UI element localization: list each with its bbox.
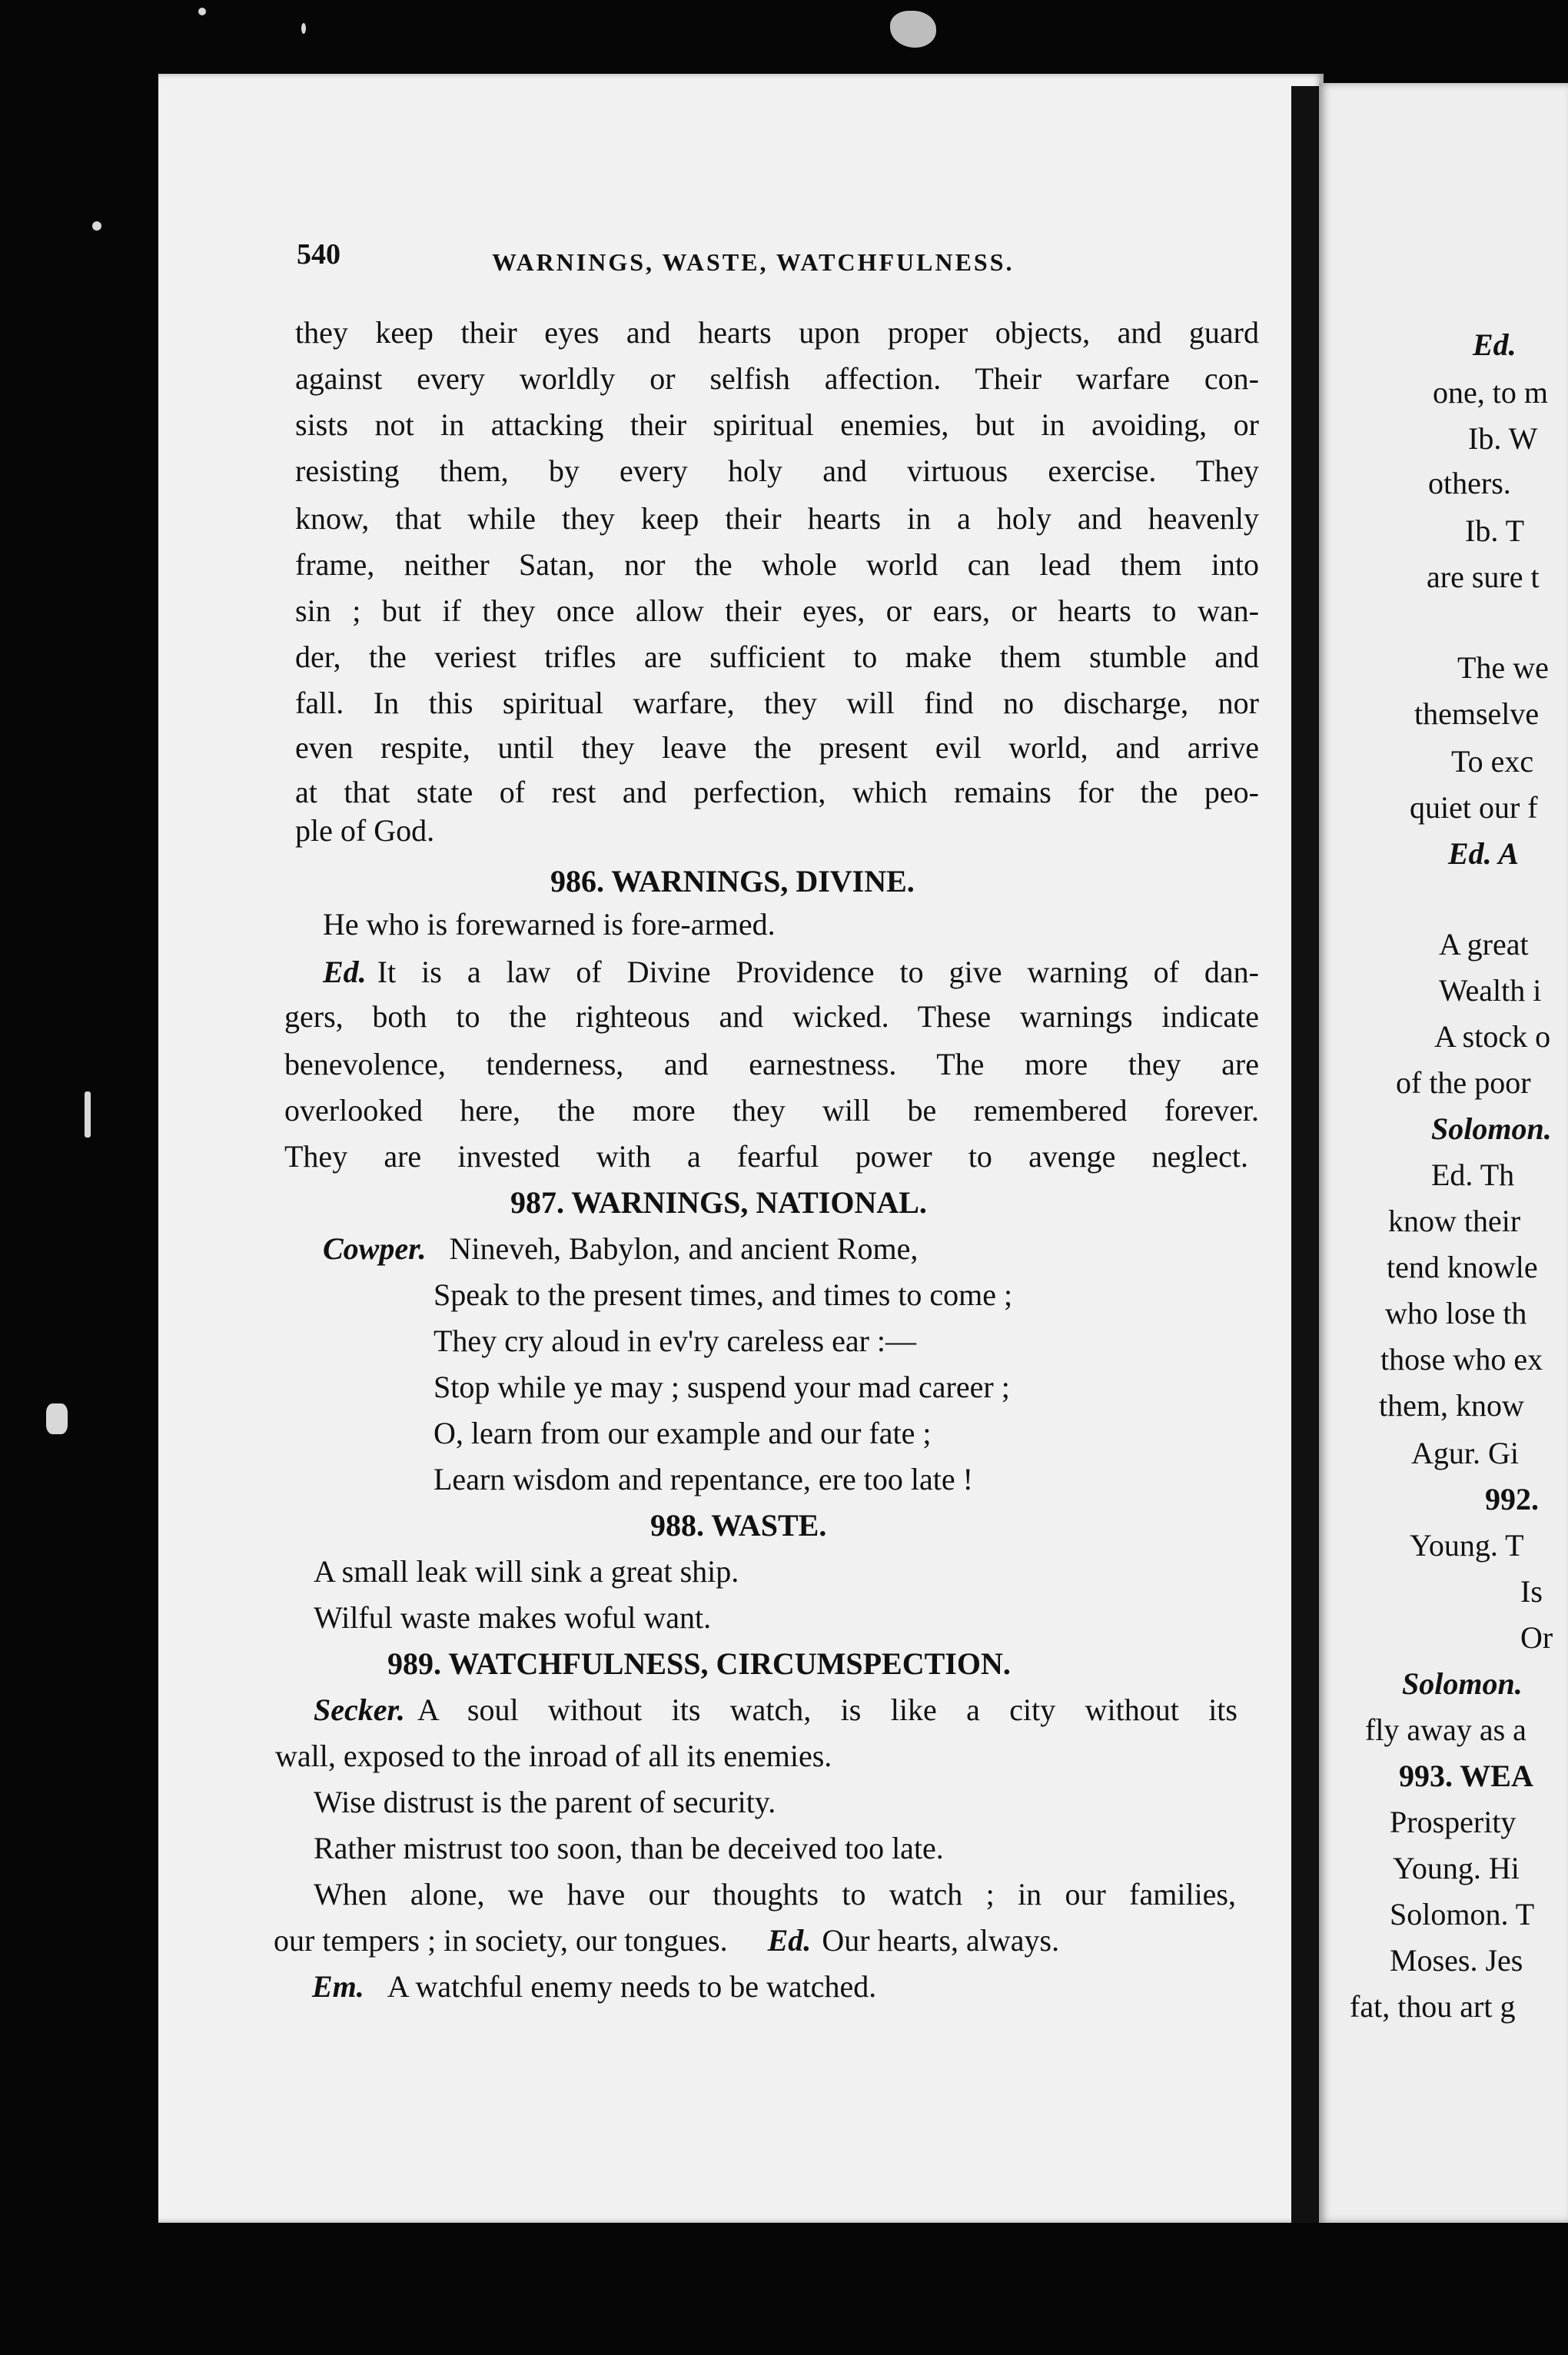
section-heading: 989. WATCHFULNESS, CIRCUMSPECTION. (387, 1646, 1011, 1681)
author-label: Ed. (767, 1923, 812, 1958)
text-line: overlooked here, the more they will be remembered forever. (284, 1093, 1259, 1128)
fragment-line: know their (1388, 1204, 1521, 1238)
author-label: Em. (312, 1969, 364, 2004)
fragment-line: Young. T (1410, 1528, 1524, 1563)
fragment-line: one, to m (1433, 375, 1548, 410)
section-heading: 987. WARNINGS, NATIONAL. (510, 1185, 927, 1220)
fragment-line: tend knowle (1387, 1250, 1538, 1284)
verse-line: O, learn from our example and our fate ; (434, 1416, 932, 1450)
intro-line: ple of God. (295, 813, 435, 848)
quote-text: A soul without its watch, is like a city without its (417, 1692, 1237, 1727)
fragment-line: A stock o (1434, 1019, 1551, 1054)
intro-line: resisting them, by every holy and virtuous exercise. They (295, 453, 1259, 488)
quote-line (314, 1692, 1237, 1728)
intro-line: know, that while they keep their hearts in a holy and heavenly (295, 501, 1259, 536)
text-line (274, 1923, 1233, 1958)
proverb-line: Wilful waste makes woful want. (314, 1600, 712, 1635)
proverb-line: Rather mistrust too soon, than be deceived too late. (314, 1831, 944, 1865)
intro-line: at that state of rest and perfection, which remains for the peo- (295, 775, 1259, 809)
intro-line: der, the veriest trifles are sufficient to make them stumble and (295, 639, 1259, 674)
fragment-line: who lose th (1385, 1296, 1527, 1330)
intro-line: against every worldly or selfish affection. Their warfare con- (295, 361, 1259, 396)
fragment-line: Prosperity (1390, 1805, 1517, 1839)
running-head: WARNINGS, WASTE, WATCHFULNESS. (492, 248, 1015, 276)
fragment-line: Ib. T (1465, 513, 1525, 548)
intro-line: even respite, until they leave the present evil world, and arrive (295, 730, 1259, 765)
text-segment: our tempers ; in society, our tongues. (274, 1923, 728, 1958)
intro-line: sin ; but if they once allow their eyes, or ears, or hearts to wan- (295, 593, 1259, 628)
fragment-line: Agur. Gi (1411, 1436, 1519, 1470)
fragment-line: Ib. W (1468, 421, 1538, 456)
verse-text: Nineveh, Babylon, and ancient Rome, (449, 1231, 919, 1266)
ed-line (323, 955, 1259, 990)
fragment-line: are sure t (1427, 560, 1540, 594)
text-line: gers, both to the righteous and wicked. These warnings indicate (284, 999, 1259, 1034)
intro-line: frame, neither Satan, nor the whole world can lead them into (295, 547, 1259, 582)
fragment-line: Ed. Th (1431, 1158, 1515, 1192)
author-label: Cowper. (323, 1231, 427, 1266)
section-heading: 986. WARNINGS, DIVINE. (550, 864, 915, 898)
fragment-line: those who ex (1380, 1342, 1543, 1377)
text-line: benevolence, tenderness, and earnestness. The more they are (284, 1047, 1259, 1081)
fragment-line: Ed. A (1448, 836, 1519, 871)
page-number: 540 (297, 238, 341, 271)
intro-line: sists not in attacking their spiritual enemies, but in avoiding, or (295, 407, 1259, 442)
fragment-line: To exc (1451, 744, 1534, 779)
fragment-line: Wealth i (1439, 973, 1542, 1008)
fragment-line: 992. (1485, 1482, 1539, 1516)
fragment-line: them, know (1379, 1388, 1524, 1423)
fragment-line: quiet our f (1410, 790, 1538, 825)
text-segment: Our hearts, always. (822, 1923, 1060, 1958)
fragment-line: Solomon. (1402, 1666, 1523, 1701)
proverb-line: When alone, we have our thoughts to watch ; in our families, (314, 1877, 1236, 1912)
quote-text: It is a law of Divine Providence to give warning of dan- (377, 955, 1259, 989)
quote-line (312, 1969, 876, 2005)
fragment-line: Young. Hi (1393, 1851, 1520, 1885)
fragment-line: Moses. Jes (1390, 1943, 1523, 1978)
fragment-line: A great (1439, 927, 1529, 962)
quote-text: A watchful enemy needs to be watched. (387, 1969, 877, 2004)
fragment-line: others. (1428, 466, 1511, 500)
verse-line: They cry aloud in ev'ry careless ear :— (434, 1324, 917, 1358)
fragment-line: fly away as a (1365, 1712, 1526, 1747)
verse-line (323, 1231, 918, 1267)
fragment-line: 993. WEA (1399, 1759, 1533, 1793)
text-line: wall, exposed to the inroad of all its enemies. (275, 1739, 832, 1773)
fragment-line: fat, thou art g (1350, 1989, 1516, 2024)
verse-line: Stop while ye may ; suspend your mad career ; (434, 1370, 1010, 1404)
fragment-line: Solomon. (1431, 1111, 1552, 1146)
author-label: Ed. (323, 955, 367, 989)
intro-line: they keep their eyes and hearts upon proper objects, and guard (295, 315, 1259, 350)
section-heading: 988. WASTE. (650, 1508, 827, 1543)
text-line: They are invested with a fearful power to avenge neglect. (284, 1139, 1248, 1174)
fragment-line: The we (1457, 650, 1549, 685)
proverb-line: Wise distrust is the parent of security. (314, 1785, 776, 1819)
fragment-line: themselve (1414, 696, 1540, 731)
fragment-line: of the poor (1396, 1065, 1531, 1100)
author-label: Secker. (314, 1692, 405, 1727)
right-page-text (1319, 83, 1568, 2223)
verse-line: Speak to the present times, and times to come ; (434, 1277, 1013, 1312)
fragment-line: Is (1520, 1574, 1543, 1609)
fragment-line: Or (1520, 1620, 1553, 1655)
verse-line: Learn wisdom and repentance, ere too late ! (434, 1462, 973, 1496)
proverb-line: He who is forewarned is fore-armed. (323, 907, 776, 942)
intro-line: fall. In this spiritual warfare, they will find no discharge, nor (295, 686, 1259, 720)
fragment-line: Solomon. T (1390, 1897, 1535, 1931)
fragment-line: Ed. (1473, 327, 1517, 362)
proverb-line: A small leak will sink a great ship. (314, 1554, 739, 1589)
